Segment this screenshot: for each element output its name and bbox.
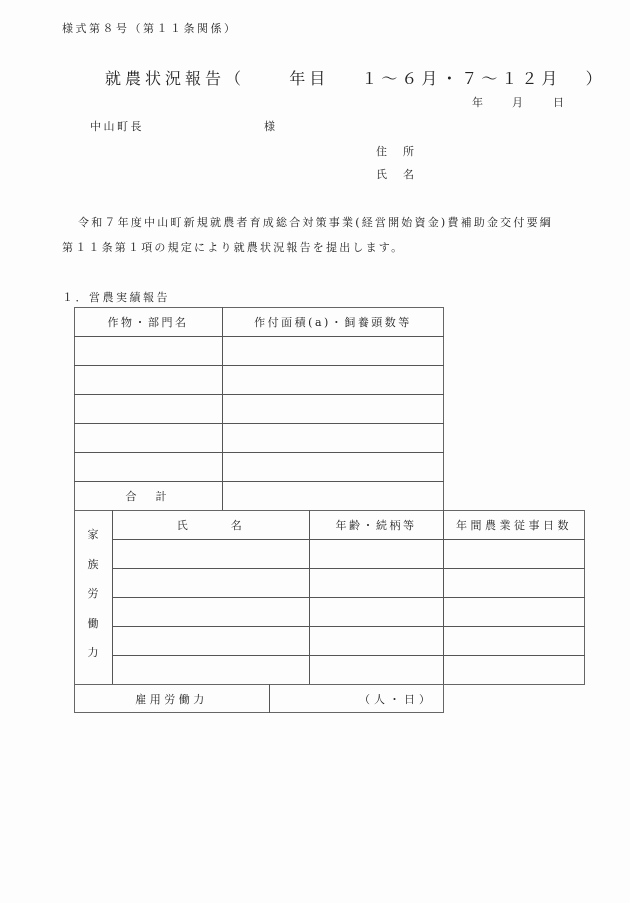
family-days-cell[interactable]	[443, 655, 585, 684]
crop-cell[interactable]	[74, 336, 222, 365]
section1-heading: １．営農実績報告	[62, 291, 170, 304]
family-name-cell[interactable]	[112, 568, 309, 597]
family-days-cell[interactable]	[443, 626, 585, 655]
employment-unit: （人・日）	[359, 692, 434, 706]
title-close: ）	[585, 69, 606, 88]
family-name-cell[interactable]	[112, 626, 309, 655]
employment-value-cell[interactable]	[269, 684, 444, 713]
family-name-cell[interactable]	[112, 539, 309, 568]
crop-cell[interactable]	[74, 452, 222, 481]
body-text-line2: 第１１条第１項の規定により就農状況報告を提出します。	[62, 241, 405, 254]
crop-cell[interactable]	[74, 423, 222, 452]
family-days-cell[interactable]	[443, 539, 585, 568]
title-period: １～６月・７～１２月	[361, 69, 562, 88]
family-name-cell[interactable]	[112, 655, 309, 684]
title-year-suffix: 年目	[289, 69, 330, 88]
addressee-honorific: 様	[264, 120, 278, 133]
name-label: 氏 名	[376, 168, 417, 181]
crop-cell[interactable]	[74, 394, 222, 423]
date-day-label: 日	[553, 96, 567, 109]
header-crop-division: 作物・部門名	[107, 315, 189, 329]
family-days-cell[interactable]	[443, 597, 585, 626]
title-main: 就農状況報告（	[105, 69, 246, 88]
total-value-cell[interactable]	[222, 481, 444, 510]
header-name: 氏 名	[176, 518, 245, 532]
area-cell[interactable]	[222, 365, 444, 394]
family-label-char: 力	[87, 646, 99, 659]
family-age-cell[interactable]	[309, 626, 443, 655]
family-label-char: 族	[87, 557, 99, 571]
family-age-cell[interactable]	[309, 655, 443, 684]
page-title	[105, 66, 606, 89]
header-annual-days: 年間農業従事日数	[456, 518, 572, 532]
family-label-char: 働	[87, 616, 99, 630]
family-age-cell[interactable]	[309, 539, 443, 568]
family-labor-label	[74, 520, 112, 668]
family-label-char: 労	[87, 587, 99, 600]
crop-cell[interactable]	[74, 365, 222, 394]
area-cell[interactable]	[222, 423, 444, 452]
date-month-label: 月	[512, 96, 526, 109]
header-age-relation: 年齢・続柄等	[335, 518, 417, 532]
employment-label: 雇用労働力	[135, 692, 208, 706]
area-cell[interactable]	[222, 452, 444, 481]
address-label: 住 所	[376, 145, 417, 158]
total-label: 合 計	[125, 489, 171, 503]
family-name-cell[interactable]	[112, 597, 309, 626]
family-label-char: 家	[87, 528, 99, 541]
family-days-cell[interactable]	[443, 568, 585, 597]
body-text-line1: 令和７年度中山町新規就農者育成総合対策事業(経営開始資金)費補助金交付要綱	[78, 216, 553, 229]
header-area-livestock: 作付面積(a)・飼養頭数等	[254, 315, 412, 329]
date-year-label: 年	[472, 96, 486, 109]
area-cell[interactable]	[222, 394, 444, 423]
family-age-cell[interactable]	[309, 597, 443, 626]
addressee-name: 中山町長	[90, 120, 144, 133]
family-age-cell[interactable]	[309, 568, 443, 597]
area-cell[interactable]	[222, 336, 444, 365]
form-number: 様式第８号（第１１条関係）	[62, 22, 238, 35]
